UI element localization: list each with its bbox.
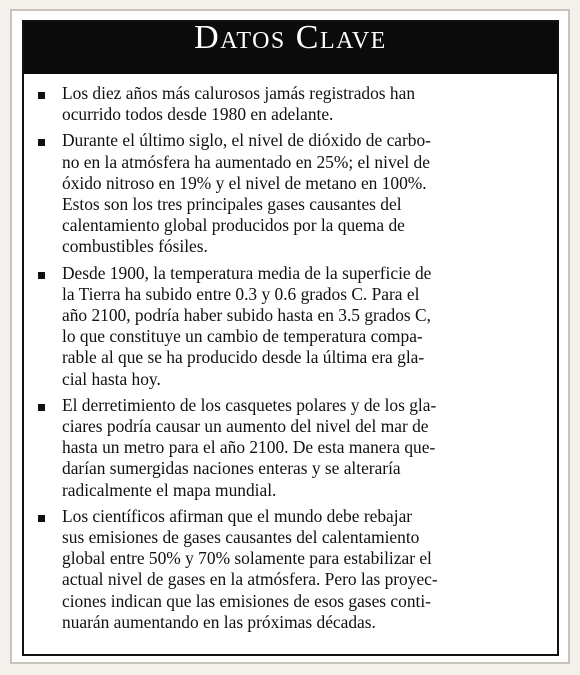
fact-item-3: [36, 263, 548, 390]
fact-line: lo que constituye un cambio de temperatura compa-: [62, 326, 423, 347]
fact-line: actual nivel de gases en la atmósfera. Pero las proyec-: [62, 569, 438, 590]
square-bullet-icon: [38, 404, 45, 411]
fact-line: Los diez años más calurosos jamás registrados han: [62, 83, 416, 103]
fact-line: cial hasta hoy.: [62, 368, 161, 389]
fact-item-2: [36, 130, 548, 257]
fact-line: Los científicos afirman que el mundo debe rebajar: [62, 505, 413, 526]
fact-line: rable al que se ha producido desde la última era gla-: [62, 347, 425, 368]
fact-line: Durante el último siglo, el nivel de dióxido de carbo-: [62, 130, 431, 151]
fact-line: nuarán aumentando en las próximas décadas.: [62, 611, 376, 632]
fact-line: año 2100, podría haber subido hasta en 3.5 grados C,: [62, 305, 431, 326]
fact-line: ciones indican que las emisiones de esos gases conti-: [62, 590, 431, 611]
fact-line: sus emisiones de gases causantes del calentamiento: [62, 527, 420, 548]
fact-line: El derretimiento de los casquetes polares y de los gla-: [62, 394, 437, 415]
fact-line: la Tierra ha subido entre 0.3 y 0.6 grados C. Para el: [62, 283, 420, 304]
fact-line: Estos son los tres principales gases causantes del: [62, 194, 402, 215]
fact-line: combustibles fósiles.: [62, 236, 208, 257]
square-bullet-icon: [38, 139, 45, 146]
fact-line: no en la atmósfera ha aumentado en 25%; el nivel de: [62, 151, 430, 172]
fact-line: ocurrido todos desde 1980 en adelante.: [62, 104, 334, 125]
fact-line: hasta un metro para el año 2100. De esta manera que-: [62, 437, 436, 458]
fact-line: calentamiento global producidos por la quema de: [62, 215, 405, 236]
title-bar: [24, 18, 557, 74]
fact-line: radicalmente el mapa mundial.: [62, 479, 277, 500]
fact-item-4: [36, 395, 548, 501]
fact-line: ciares podría causar un aumento del nivel del mar de: [62, 416, 429, 437]
fact-line: Desde 1900, la temperatura media de la superficie de: [62, 262, 432, 283]
fact-item-5: [36, 506, 548, 633]
square-bullet-icon: [38, 272, 45, 279]
facts-list: [36, 83, 548, 638]
fact-line: darían sumergidas naciones enteras y se alteraría: [62, 458, 401, 479]
box-title: Datos Clave: [194, 18, 387, 56]
square-bullet-icon: [38, 515, 45, 522]
key-facts-box: [22, 20, 559, 656]
fact-line: óxido nitroso en 19% y el nivel de metano en 100%.: [62, 172, 427, 193]
fact-item-1: [36, 83, 548, 125]
square-bullet-icon: [38, 92, 45, 99]
fact-line: global entre 50% y 70% solamente para estabilizar el: [62, 548, 432, 569]
